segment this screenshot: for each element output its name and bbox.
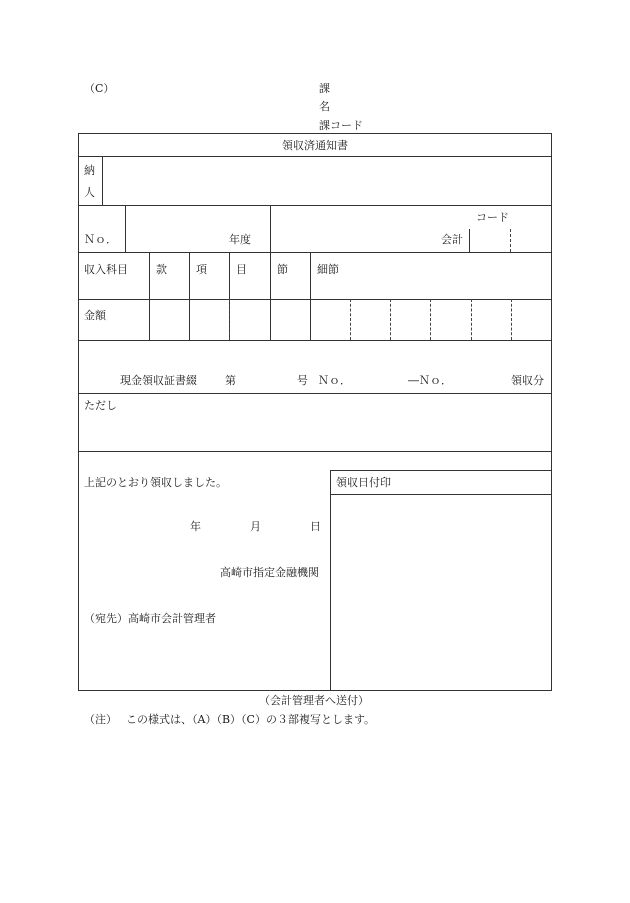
payer-label-1: 納 [84, 164, 95, 177]
amount-label: 金額 [84, 309, 106, 322]
fiscal-year-label: 年度 [229, 233, 251, 246]
no-to-label: ―Ｎｏ． [408, 374, 452, 387]
note-text: この様式は、（A）（B）（C）の３部複写とします。 [126, 713, 376, 726]
addressee: （宛先）高崎市会計管理者 [84, 612, 216, 625]
tadashi-label: ただし [84, 399, 117, 412]
month-label: 月 [250, 520, 261, 533]
copy-mark: （C） [84, 82, 115, 95]
gou-label: 号 [297, 374, 308, 387]
receipt-portion-label: 領収分 [511, 374, 544, 387]
revenue-subject-label: 収入科目 [84, 263, 128, 276]
designated-bank: 高崎市指定金融機関 [220, 566, 319, 579]
section-label: 課 [319, 82, 330, 95]
no-from-label: Ｎｏ． [318, 374, 351, 387]
day-label: 日 [310, 520, 321, 533]
moku-label: 目 [236, 263, 247, 276]
account-label: 会計 [441, 233, 463, 246]
saisetsu-label: 細節 [317, 263, 339, 276]
setsu-label: 節 [277, 263, 288, 276]
no-label: Ｎｏ． [84, 233, 117, 246]
code-label: コード [476, 211, 509, 224]
send-to-note: （会計管理者へ送付） [259, 694, 369, 707]
dai-label: 第 [225, 374, 236, 387]
received-statement: 上記のとおり領収しました。 [84, 476, 227, 489]
receipt-notice-form [78, 133, 552, 691]
date-stamp-label: 領収日付印 [336, 476, 391, 489]
note-label: （注） [84, 713, 117, 726]
year-label: 年 [190, 520, 201, 533]
form-title: 領収済通知書 [282, 139, 348, 152]
receipt-book-label: 現金領収証書綴 [120, 374, 197, 387]
kou-label: 項 [196, 263, 207, 276]
payer-label-2: 人 [84, 186, 95, 199]
section-code-label: 課コード [319, 119, 363, 132]
name-label: 名 [319, 100, 330, 113]
kan-label: 款 [156, 263, 167, 276]
